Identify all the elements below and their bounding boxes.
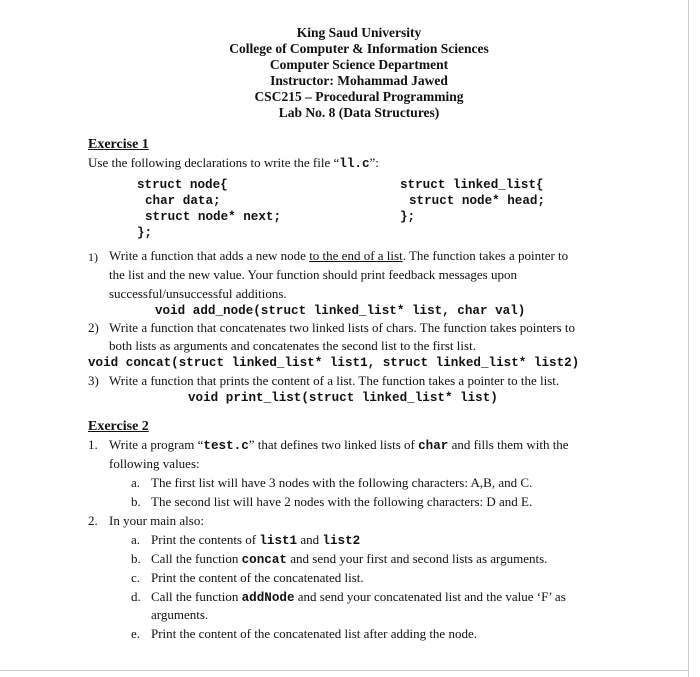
college-name: College of Computer & Information Sciences: [229, 41, 489, 56]
sub-item-number: a.: [131, 532, 141, 547]
decl-node-line: struct node{: [137, 178, 228, 192]
ex1-item1-line: the list and the new value. Your function should print feedback messages upon: [109, 267, 517, 282]
ex1-item1-signature: void add_node(struct linked_list* list, char val): [155, 304, 526, 318]
decl-node-line: struct node* next;: [145, 210, 282, 224]
decl-list-line: struct linked_list{: [400, 178, 544, 192]
decl-list-line: struct node* head;: [409, 194, 546, 208]
text-span: Call the function: [151, 551, 242, 566]
program-filename: test.c: [203, 439, 249, 453]
ex1-item2-signature: void concat(struct linked_list* list1, struct linked_list* list2): [88, 356, 580, 370]
university-name: King Saud University: [296, 25, 422, 40]
text-span: and send your first and second lists as arguments.: [286, 551, 548, 566]
document-header: [0, 25, 700, 121]
ex1-item1-line: [109, 248, 568, 264]
char-type: char: [418, 439, 449, 453]
sub-item-text: Print the content of the concatenated list.: [151, 570, 364, 585]
decl-node-line: };: [137, 226, 153, 240]
list2-code: list2: [322, 534, 361, 548]
ex1-item-number: 1): [88, 250, 98, 264]
ex1-item3-signature: void print_list(struct linked_list* list): [188, 391, 498, 405]
exercise-1-title: Exercise 1: [88, 137, 149, 152]
text-span: ” that defines two linked lists of: [248, 437, 419, 452]
emphasis-underline: to the end of a list: [309, 248, 403, 263]
exercise-1-intro: [88, 155, 379, 172]
ex1-item3-line: Write a function that prints the content of a list. The function takes a pointer to the list.: [109, 373, 560, 388]
sub-item-number: d.: [131, 589, 141, 604]
text-span: Write a program “: [109, 437, 204, 452]
text-span: . The function takes a pointer to: [402, 248, 569, 263]
ex1-item-number: 3): [88, 373, 99, 388]
text-span: Print the contents of: [151, 532, 260, 547]
sub-item-text: [151, 532, 360, 549]
sub-item-number: a.: [131, 475, 141, 490]
ex2-item2-line: In your main also:: [109, 513, 204, 528]
department-name: Computer Science Department: [269, 57, 449, 72]
text-span: Call the function: [151, 589, 242, 604]
decl-list-line: };: [400, 210, 416, 224]
ex2-item1-line: following values:: [109, 456, 200, 471]
text-span: and fills them with the: [448, 437, 569, 452]
lab-title: Lab No. 8 (Data Structures): [278, 105, 440, 120]
ex2-item-number: 2.: [88, 513, 98, 528]
concat-code: concat: [241, 553, 287, 567]
exercise-2-title: Exercise 2: [88, 419, 149, 434]
ex2-item-number: 1.: [88, 437, 98, 452]
course-title: CSC215 – Procedural Programming: [254, 89, 464, 104]
text-span: and: [297, 532, 323, 547]
ex1-item2-line: both lists as arguments and concatenates the second list to the first list.: [109, 338, 476, 353]
ex1-item1-line: successful/unsuccessful additions.: [109, 286, 287, 301]
intro-filename: ll.c: [339, 157, 370, 171]
sub-item-number: b.: [131, 494, 141, 509]
sub-item-number: c.: [131, 570, 141, 585]
list1-code: list1: [259, 534, 298, 548]
page-bottom-divider: [0, 670, 689, 671]
text-span: and send your concatenated list and the value ‘F’ as: [294, 589, 566, 604]
sub-item-text: Print the content of the concatenated list after adding the node.: [151, 626, 477, 641]
intro-text: Use the following declarations to write the file “: [88, 155, 340, 170]
ex1-item2-line: Write a function that concatenates two linked lists of chars. The function takes pointers to: [109, 320, 576, 335]
sub-item-number: e.: [131, 626, 141, 641]
sub-item-text: The first list will have 3 nodes with the following characters: A,B, and C.: [151, 475, 533, 490]
ex2-item1-line: [109, 437, 569, 454]
sub-item-text-continuation: arguments.: [151, 607, 209, 622]
instructor-name: Instructor: Mohammad Jawed: [270, 73, 448, 88]
sub-item-text: [151, 589, 566, 606]
addnode-code: addNode: [241, 591, 295, 605]
text-span: Write a function that adds a new node: [109, 248, 310, 263]
intro-text-end: ”:: [369, 155, 379, 170]
sub-item-text: [151, 551, 547, 568]
decl-node-line: char data;: [145, 194, 221, 208]
sub-item-text: The second list will have 2 nodes with the following characters: D and E.: [151, 494, 533, 509]
sub-item-number: b.: [131, 551, 141, 566]
ex1-item-number: 2): [88, 320, 99, 335]
